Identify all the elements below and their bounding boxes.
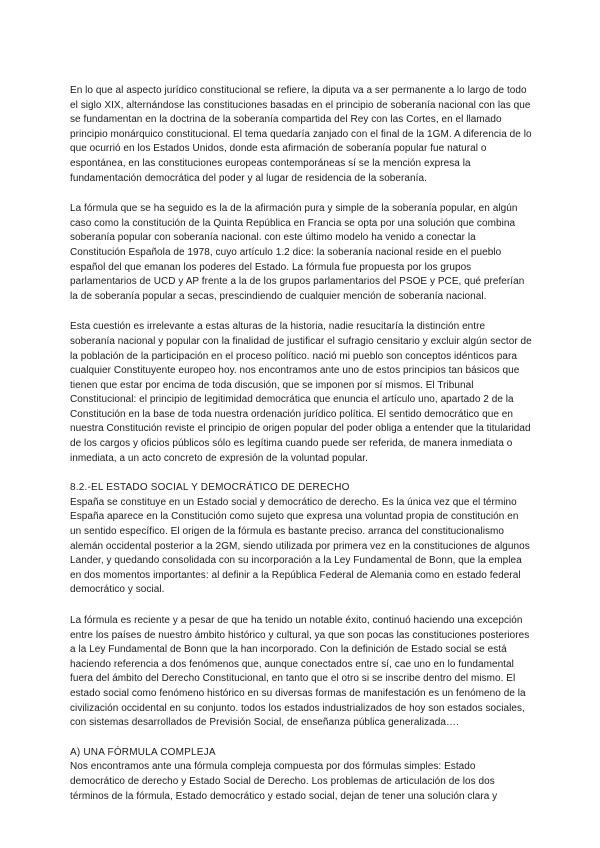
- paragraph-spacer: [70, 304, 532, 320]
- section-heading-social-state: 8.2.-EL ESTADO SOCIAL Y DEMOCRÁTICO DE DERECHO: [70, 482, 350, 494]
- section-heading-complex-formula: A) UNA FÓRMULA COMPLEJA: [70, 746, 216, 758]
- paragraph-spacer: [70, 731, 532, 746]
- paragraph-spacer: [70, 466, 532, 481]
- paragraph-sovereignty-history: En lo que al aspecto jurídico constitucional se refiere, la diputa va a ser permanente a lo largo de todo el siglo XIX, alternándose las constituciones basadas en el principio de soberanía nacional con las que se fundamentan en la doctrina de la soberanía compartida del Rey con las Cortes, en el llamado principio monárquico constitucional. El tema quedaría zanjado con el final de la 1GM. A diferencia de lo que ocurrió en los Estados Unidos, donde esta afirmación de soberanía popular fue natural o espontánea, en las constituciones europeas contemporáneas sí se la mención expresa la fundamentación democrática del poder y al lugar de residencia de la soberanía.: [70, 85, 532, 184]
- paragraph-popular-sovereignty: La fórmula que se ha seguido es la de la afirmación pura y simple de la soberanía popular, en algún caso como la constitución de la Quinta República en Francia se opta por una solución que combina soberanía popular con soberanía nacional. con este último modelo ha venido a conectar la Constitución Española de 1978, cuyo artículo 1.2 dice: la soberanía nacional reside en el pueblo español del que emanan los poderes del Estado. La fórmula fue propuesta por los grupos parlamentarios de UCD y AP frente a la de los grupos parlamentarios del PSOE y PCE, qué preferían la de soberanía popular a secas, prescindiendo de cualquier mención de soberanía nacional.: [70, 203, 525, 302]
- paragraph-social-state-origin: España se constituye en un Estado social y democrático de derecho. Es la única vez que el término España aparece en la Constitución como sujeto que expresa una voluntad propia de constitución en un sentido específico. El origen de la fórmula es bastante preciso. arranca del constitucionalismo alemán occidental posterior a la 2GM, siendo utilizada por primera vez en la constituciones de algunos Lander, y quedando consolidada con su incorporación a la Ley Fundamental de Bonn, que la emplea en dos momentos importantes: al definir a la República Federal de Alemania como en estado federal democrático y social.: [70, 496, 530, 596]
- document-page: [70, 84, 532, 804]
- paragraph-democratic-legitimacy: Esta cuestión es irrelevante a estas alturas de la historia, nadie resucitaría la distinción entre soberanía nacional y popular con la finalidad de justificar el sufragio censitario y excluir algún sector de la población de la participación en el proceso político. nació mi pueblo son conceptos idénticos para cualquier Constituyente europeo hoy. nos encontramos ante uno de estos principios tan básicos que tienen que estar por encima de toda discusión, que se imponen por sí mismos. El Tribunal Constitucional: el principio de legitimidad democrática que enuncia el artículo uno, apartado 2 de la Constitución en la base de toda nuestra ordenación jurídico política. El sentido democrático que en nuestra Constitución reviste el principio de origen popular del poder obliga a entender que la titularidad de los cargos y oficios públicos sólo es legítima cuando puede ser referida, de manera inmediata o inmediata, a un acto concreto de expresión de la voluntad popular.: [70, 321, 532, 464]
- paragraph-social-state-phenomenon: La fórmula es reciente y a pesar de que ha tenido un notable éxito, continuó haciendo una excepción entre los países de nuestro ámbito histórico y cultural, ya que son pocas las constituciones posteriores a la Ley Fundamental de Bonn que la han incorporado. Con la definición de Estado social se está haciendo referencia a dos fenómenos que, aunque conectados entre sí, cae uno en lo fundamental fuera del ámbito del Derecho Constitucional, en tanto que el otro si se inscribe dentro del mismo. El estado social como fenómeno histórico en su diversas formas de manifestación es un fenómeno de la civilización occidental en su conjunto. todos los estados industrializados de hoy son estados sociales, con sistemas desarrollados de Previsión Social, de enseñanza pública generalizada….: [70, 615, 530, 729]
- paragraph-complex-formula: Nos encontramos ante una fórmula compleja compuesta por dos fórmulas simples: Estado democrático de derecho y Estado Social de Derecho. Los problemas de articulación de los dos términos de la fórmula, Estado democrático y estado social, dejan de tener una solución clara y: [70, 761, 498, 802]
- paragraph-spacer: [70, 186, 532, 202]
- paragraph-spacer: [70, 598, 532, 614]
